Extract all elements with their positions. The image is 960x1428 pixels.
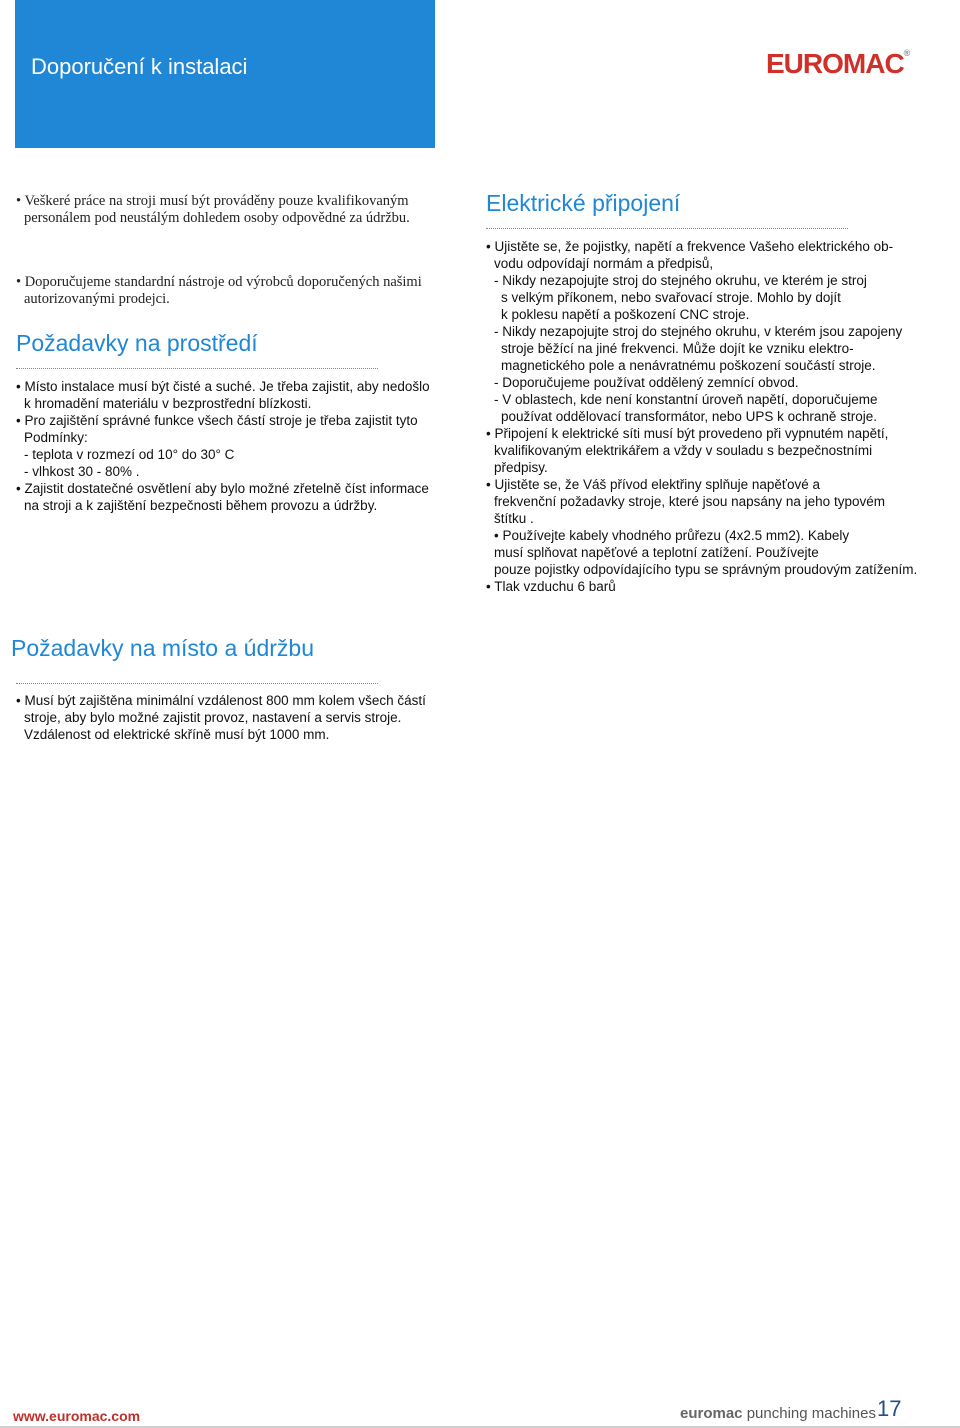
text-line: magnetického pole a nenávratnému poškození součástí stroje. [501,358,876,373]
text-line: kvalifikovaným elektrikářem a vždy v souladu s bezpečnostními [494,443,873,458]
logo-registered-mark: ® [903,48,910,58]
text-line: personálem pod neustálým dohledem osoby odpovědné za údržbu. [24,210,410,226]
text-line: • Doporučujeme standardní nástroje od výrobců doporučených našimi [16,274,422,290]
maintenance-text [16,692,426,743]
text-line: • Veškeré práce na stroji musí být prováděny pouze kvalifikovaným [16,193,409,209]
text-line: - Nikdy nezapojujte stroj do stejného okruhu, v kterém jsou zapojeny [494,324,903,339]
electrical-text [486,238,917,595]
text-line: • Zajistit dostatečné osvětlení aby bylo možné zřetelně číst informace [16,481,429,496]
text-line: s velkým příkonem, nebo svařovací stroje. Mohlo by dojít [501,290,841,305]
page-title: Doporučení k instalaci [31,54,248,79]
environment-text [16,378,430,514]
text-line: pouze pojistky odpovídajícího typu se správným proudovým zatížením. [494,562,918,577]
text-line: frekvenční požadavky stroje, které jsou napsány na jeho typovém [494,494,885,509]
text-line: musí splňovat napěťové a teplotní zatížení. Používejte [494,545,819,560]
logo-text: EUROMAC [766,48,904,79]
text-line: používat oddělovací transformátor, nebo UPS k ochraně stroje. [501,409,877,424]
text-line: k hromadění materiálu v bezprostřední blízkosti. [24,396,312,411]
section-divider [16,368,378,369]
text-line: • Připojení k elektrické síti musí být provedeno při vypnutém napětí, [486,426,889,441]
text-line: - V oblastech, kde není konstantní úroveň napětí, doporučujeme [494,392,878,407]
text-line: stroje, aby bylo možné zajistit provoz, nastavení a servis stroje. [24,710,402,725]
text-line: - Nikdy nezapojujte stroj do stejného okruhu, ve kterém je stroj [494,273,867,288]
text-line: stroje běžící na jiné frekvenci. Může dojít ke vzniku elektro- [501,341,854,356]
footer-brand [680,1405,876,1422]
footer-brand-bold: euromac [680,1405,743,1422]
euromac-logo [766,48,909,80]
text-line: autorizovanými prodejci. [24,291,170,307]
text-line: • Místo instalace musí být čisté a suché. Je třeba zajistit, aby nedošlo [16,379,430,394]
electrical-heading: Elektrické připojení [486,190,681,216]
text-line: - teplota v rozmezí od 10° do 30° C [24,447,235,462]
environment-heading: Požadavky na prostředí [16,330,258,356]
text-line: • Používejte kabely vhodného průřezu (4x2.5 mm2). Kabely [494,528,850,543]
text-line: vodu odpovídají normám a předpisů, [494,256,714,271]
section-divider [486,228,848,229]
intro-bullet-2 [16,274,422,308]
page-number: 17 [877,1396,902,1421]
text-line: • Tlak vzduchu 6 barů [486,579,616,594]
text-line: předpisy. [494,460,548,475]
text-line: - Doporučujeme používat oddělený zemnící obvod. [494,375,799,390]
text-line: k poklesu napětí a poškození CNC stroje. [501,307,750,322]
intro-bullet-1 [16,193,410,227]
text-line: • Ujistěte se, že pojistky, napětí a frekvence Vašeho elektrického ob- [486,239,894,254]
text-line: • Musí být zajištěna minimální vzdálenost 800 mm kolem všech částí [16,693,426,708]
text-line: Vzdálenost od elektrické skříně musí být 1000 mm. [24,727,330,742]
text-line: • Pro zajištění správné funkce všech částí stroje je třeba zajistit tyto [16,413,418,428]
text-line: na stroji a k zajištění bezpečnosti během provozu a údržby. [24,498,378,513]
text-line: • Ujistěte se, že Váš přívod elektřiny splňuje napěťové a [486,477,820,492]
footer-brand-rest: punching machines [742,1405,876,1422]
text-line: štítku . [494,511,534,526]
maintenance-heading: Požadavky na místo a údržbu [11,635,314,661]
footer-url: www.euromac.com [13,1408,141,1424]
text-line: - vlhkost 30 - 80% . [24,464,140,479]
text-line: Podmínky: [24,430,88,445]
section-divider [16,683,378,684]
